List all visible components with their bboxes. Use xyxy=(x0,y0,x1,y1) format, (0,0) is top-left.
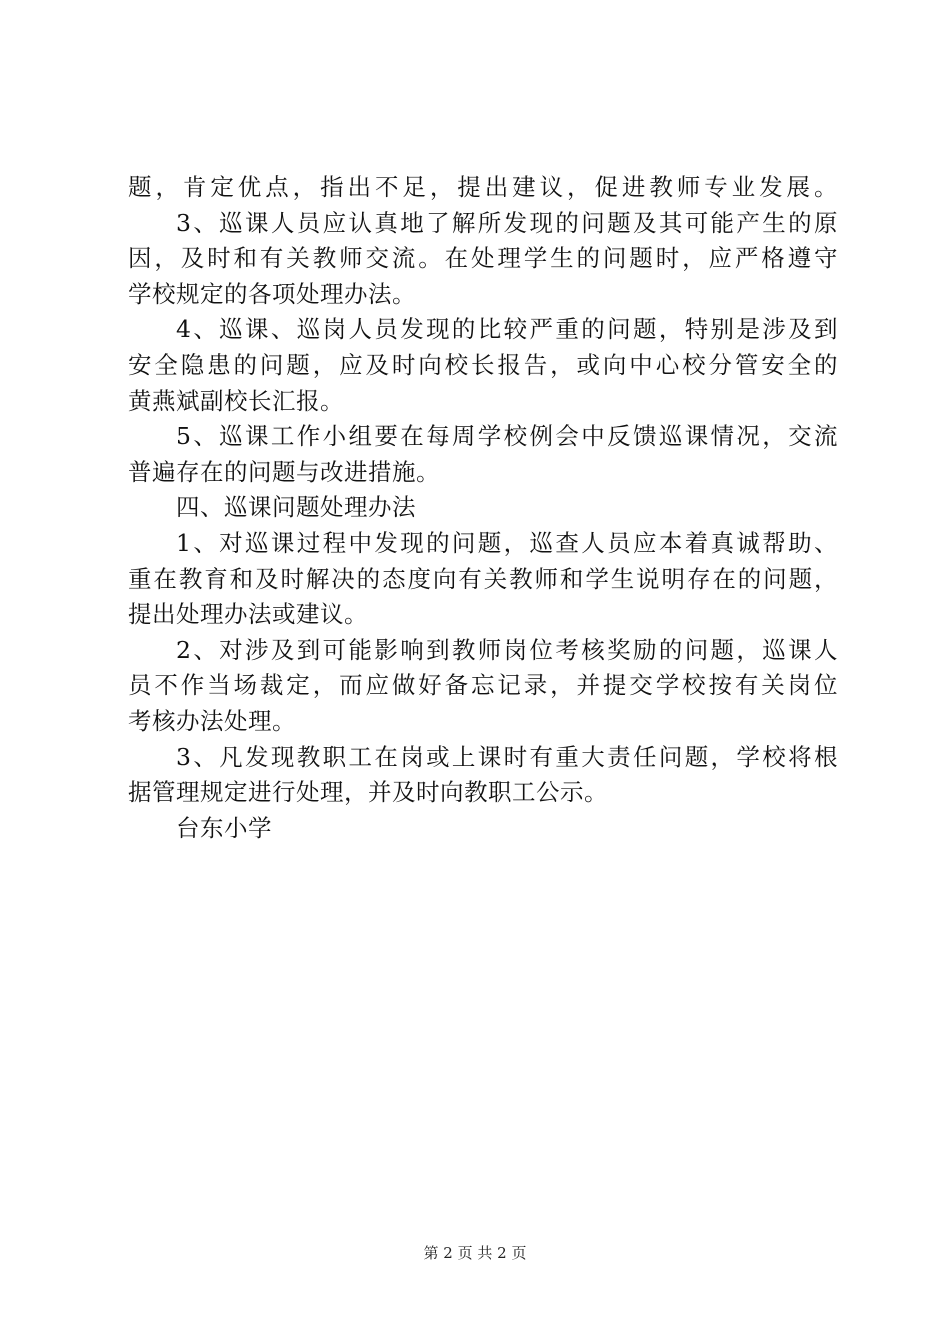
text-line: 5、巡课工作小组要在每周学校例会中反馈巡课情况，交流 xyxy=(176,422,838,451)
section-heading: 四、巡课问题处理办法 xyxy=(176,493,416,522)
page-number-footer: 第 2 页 共 2 页 xyxy=(423,1244,527,1262)
text-line: 安全隐患的问题，应及时向校长报告，或向中心校分管安全的 xyxy=(128,350,838,379)
text-line: 提出处理办法或建议。 xyxy=(128,600,368,629)
text-line: 题，肯定优点，指出不足，提出建议，促进教师专业发展。 xyxy=(128,173,838,201)
text-line: 1、对巡课过程中发现的问题，巡查人员应本着真诚帮助、 xyxy=(176,528,838,557)
text-line: 考核办法处理。 xyxy=(128,706,296,735)
text-line: 黄燕斌副校长汇报。 xyxy=(128,386,344,415)
text-line: 学校规定的各项处理办法。 xyxy=(128,279,416,308)
text-line: 3、凡发现教职工在岗或上课时有重大责任问题，学校将根 xyxy=(176,742,838,771)
text-line: 因，及时和有关教师交流。在处理学生的问题时，应严格遵守 xyxy=(128,244,838,273)
text-line: 重在教育和及时解决的态度向有关教师和学生说明存在的问题， xyxy=(128,564,838,593)
text-line: 普遍存在的问题与改进措施。 xyxy=(128,457,440,486)
signature-school-name: 台东小学 xyxy=(176,813,272,842)
text-line: 据管理规定进行处理，并及时向教职工公示。 xyxy=(128,778,608,807)
text-line: 员不作当场裁定，而应做好备忘记录，并提交学校按有关岗位 xyxy=(128,671,838,700)
text-line: 4、巡课、巡岗人员发现的比较严重的问题，特别是涉及到 xyxy=(176,315,838,344)
text-line: 2、对涉及到可能影响到教师岗位考核奖励的问题，巡课人 xyxy=(176,635,838,664)
document-body xyxy=(128,170,838,846)
text-line: 3、巡课人员应认真地了解所发现的问题及其可能产生的原 xyxy=(176,208,838,237)
